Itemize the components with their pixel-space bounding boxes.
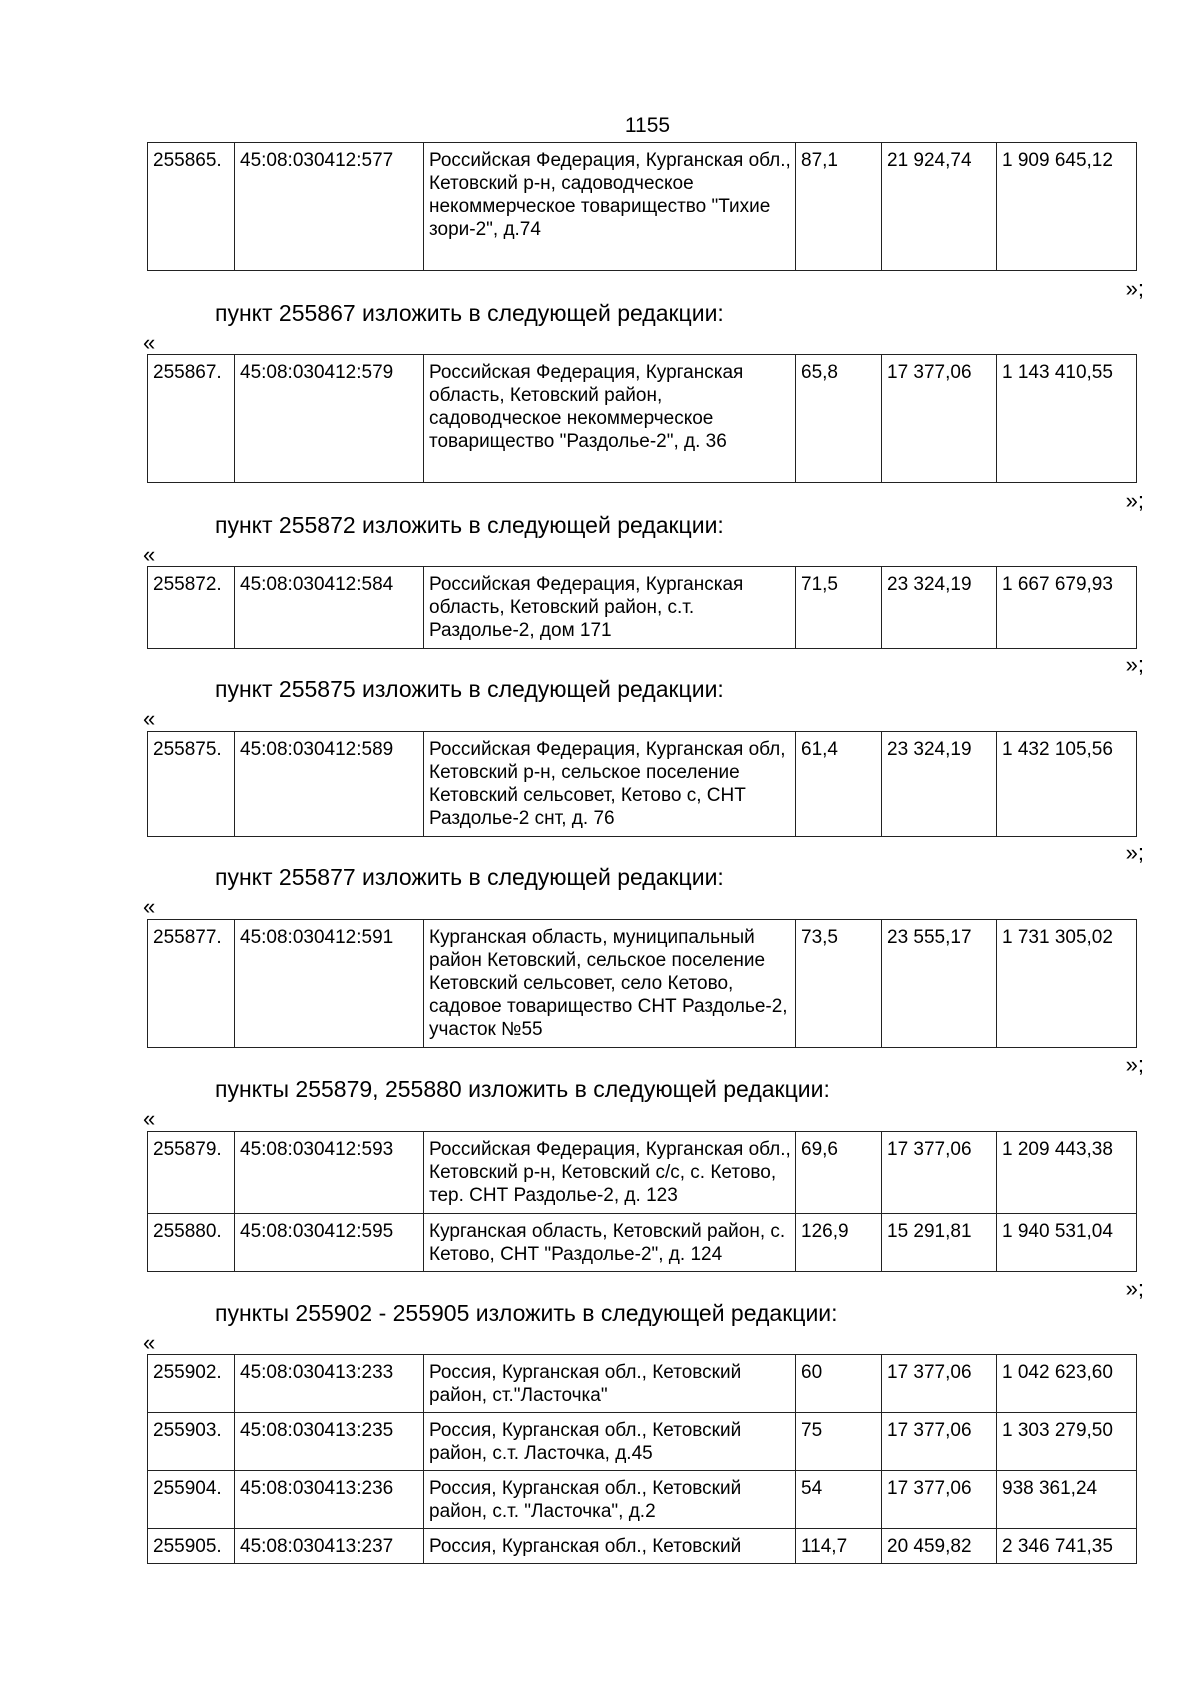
specific-value: 17 377,06 xyxy=(882,1413,997,1471)
table-row xyxy=(148,732,1137,837)
specific-value: 17 377,06 xyxy=(882,1471,997,1529)
address: Российская Федерация, Курганская обл., Кетовский р-н, садоводческое некоммерческое товарищество "Тихие зори-2", д.74 xyxy=(424,143,796,271)
close-quote: »; xyxy=(1125,652,1144,677)
item-number: 255902. xyxy=(148,1355,235,1413)
open-quote: « xyxy=(143,1330,156,1355)
cadastral-value: 1 940 531,04 xyxy=(997,1214,1137,1272)
specific-value: 23 324,19 xyxy=(882,567,997,649)
amendment-instruction: пункты 255879, 255880 изложить в следующей редакции: xyxy=(215,1076,830,1102)
cadastral-number: 45:08:030413:235 xyxy=(235,1413,424,1471)
cadastral-number: 45:08:030412:579 xyxy=(235,355,424,483)
item-number: 255877. xyxy=(148,920,235,1048)
specific-value: 21 924,74 xyxy=(882,143,997,271)
cadastral-value: 1 667 679,93 xyxy=(997,567,1137,649)
register-table xyxy=(147,566,1137,649)
register-table xyxy=(147,731,1137,837)
area: 69,6 xyxy=(796,1132,882,1214)
table-row xyxy=(148,1413,1137,1471)
close-quote: »; xyxy=(1125,840,1144,865)
item-number: 255875. xyxy=(148,732,235,837)
address: Российская Федерация, Курганская обл., Кетовский р-н, Кетовский с/с, с. Кетово, тер. СНТ Раздолье-2, д. 123 xyxy=(424,1132,796,1214)
area: 126,9 xyxy=(796,1214,882,1272)
table-row xyxy=(148,920,1137,1048)
register-table xyxy=(147,1131,1137,1272)
open-quote: « xyxy=(143,330,156,355)
open-quote: « xyxy=(143,1106,156,1131)
cadastral-value: 1 303 279,50 xyxy=(997,1413,1137,1471)
specific-value: 17 377,06 xyxy=(882,1132,997,1214)
area: 71,5 xyxy=(796,567,882,649)
item-number: 255904. xyxy=(148,1471,235,1529)
item-number: 255879. xyxy=(148,1132,235,1214)
cadastral-value: 1 909 645,12 xyxy=(997,143,1137,271)
open-quote: « xyxy=(143,706,156,731)
area: 73,5 xyxy=(796,920,882,1048)
table-row xyxy=(148,1214,1137,1272)
area: 65,8 xyxy=(796,355,882,483)
open-quote: « xyxy=(143,894,156,919)
amendment-instruction: пункт 255875 изложить в следующей редакции: xyxy=(215,676,724,702)
cadastral-number: 45:08:030413:237 xyxy=(235,1529,424,1564)
cadastral-value: 1 209 443,38 xyxy=(997,1132,1137,1214)
specific-value: 23 555,17 xyxy=(882,920,997,1048)
specific-value: 23 324,19 xyxy=(882,732,997,837)
table-row xyxy=(148,355,1137,483)
table-row xyxy=(148,1529,1137,1564)
close-quote: »; xyxy=(1125,276,1144,301)
specific-value: 17 377,06 xyxy=(882,1355,997,1413)
specific-value: 17 377,06 xyxy=(882,355,997,483)
table-row xyxy=(148,1355,1137,1413)
table-row xyxy=(148,1132,1137,1214)
amendment-instruction: пункт 255872 изложить в следующей редакции: xyxy=(215,512,724,538)
address: Российская Федерация, Курганская область, Кетовский район, с.т. Раздолье-2, дом 171 xyxy=(424,567,796,649)
register-table xyxy=(147,1354,1137,1564)
cadastral-value: 938 361,24 xyxy=(997,1471,1137,1529)
table-row xyxy=(148,567,1137,649)
close-quote: »; xyxy=(1125,1276,1144,1301)
area: 75 xyxy=(796,1413,882,1471)
page-number: 1155 xyxy=(624,114,671,137)
address: Россия, Курганская обл., Кетовский район, ст."Ласточка" xyxy=(424,1355,796,1413)
cadastral-value: 1 143 410,55 xyxy=(997,355,1137,483)
cadastral-value: 1 731 305,02 xyxy=(997,920,1137,1048)
area: 54 xyxy=(796,1471,882,1529)
amendment-instruction: пункты 255902 - 255905 изложить в следующей редакции: xyxy=(215,1300,838,1326)
amendment-instruction: пункт 255877 изложить в следующей редакции: xyxy=(215,864,724,890)
cadastral-number: 45:08:030412:577 xyxy=(235,143,424,271)
close-quote: »; xyxy=(1125,488,1144,513)
specific-value: 20 459,82 xyxy=(882,1529,997,1564)
cadastral-number: 45:08:030412:593 xyxy=(235,1132,424,1214)
table-row xyxy=(148,143,1137,271)
cadastral-number: 45:08:030413:233 xyxy=(235,1355,424,1413)
area: 60 xyxy=(796,1355,882,1413)
area: 87,1 xyxy=(796,143,882,271)
item-number: 255865. xyxy=(148,143,235,271)
cadastral-number: 45:08:030412:595 xyxy=(235,1214,424,1272)
item-number: 255905. xyxy=(148,1529,235,1564)
item-number: 255880. xyxy=(148,1214,235,1272)
cadastral-number: 45:08:030412:584 xyxy=(235,567,424,649)
register-table xyxy=(147,919,1137,1048)
address: Россия, Курганская обл., Кетовский xyxy=(424,1529,796,1564)
address: Российская Федерация, Курганская обл, Кетовский р-н, сельское поселение Кетовский сельсовет, Кетово с, СНТ Раздолье-2 снт, д. 76 xyxy=(424,732,796,837)
cadastral-value: 1 042 623,60 xyxy=(997,1355,1137,1413)
item-number: 255867. xyxy=(148,355,235,483)
area: 61,4 xyxy=(796,732,882,837)
cadastral-value: 2 346 741,35 xyxy=(997,1529,1137,1564)
address: Курганская область, Кетовский район, с. Кетово, СНТ "Раздолье-2", д. 124 xyxy=(424,1214,796,1272)
amendment-instruction: пункт 255867 изложить в следующей редакции: xyxy=(215,300,724,326)
address: Курганская область, муниципальный район Кетовский, сельское поселение Кетовский сельсовет, село Кетово, садовое товарищество СНТ Раздолье-2, участок №55 xyxy=(424,920,796,1048)
table-row xyxy=(148,1471,1137,1529)
cadastral-value: 1 432 105,56 xyxy=(997,732,1137,837)
register-table xyxy=(147,142,1137,271)
register-table xyxy=(147,354,1137,483)
cadastral-number: 45:08:030412:591 xyxy=(235,920,424,1048)
cadastral-number: 45:08:030412:589 xyxy=(235,732,424,837)
address: Россия, Курганская обл., Кетовский район, с.т. Ласточка, д.45 xyxy=(424,1413,796,1471)
cadastral-number: 45:08:030413:236 xyxy=(235,1471,424,1529)
close-quote: »; xyxy=(1125,1052,1144,1077)
item-number: 255872. xyxy=(148,567,235,649)
area: 114,7 xyxy=(796,1529,882,1564)
address: Россия, Курганская обл., Кетовский район, с.т. "Ласточка", д.2 xyxy=(424,1471,796,1529)
specific-value: 15 291,81 xyxy=(882,1214,997,1272)
address: Российская Федерация, Курганская область, Кетовский район, садоводческое некоммерческое товарищество "Раздолье-2", д. 36 xyxy=(424,355,796,483)
item-number: 255903. xyxy=(148,1413,235,1471)
open-quote: « xyxy=(143,542,156,567)
